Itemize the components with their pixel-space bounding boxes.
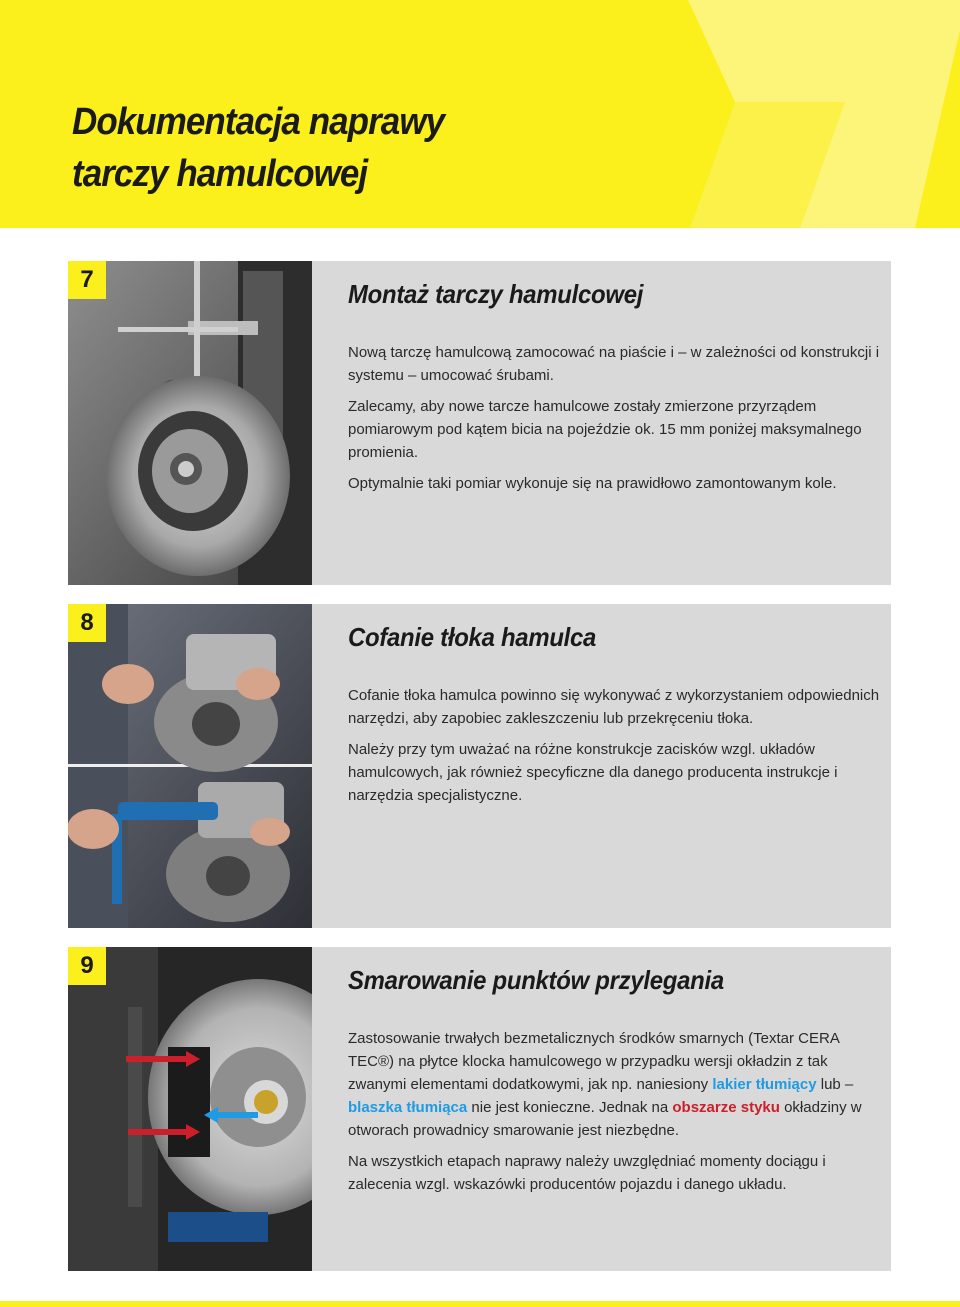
brake-disc-lubrication-points-photo: [68, 947, 312, 1271]
step-paragraph: Optymalnie taki pomiar wykonuje się na prawidłowo zamontowanym kole.: [348, 475, 837, 492]
step-body: [348, 341, 883, 503]
highlight-damping-plate: blaszka tłumiąca: [348, 1099, 468, 1116]
step-number: 8: [68, 604, 106, 642]
page-title-line1: Dokumentacja naprawy: [72, 101, 445, 143]
page-header: [0, 0, 960, 228]
step-title: Smarowanie punktów przylegania: [348, 965, 724, 995]
step-title: Cofanie tłoka hamulca: [348, 622, 597, 652]
text-segment: nie jest konieczne. Jednak na: [467, 1099, 673, 1116]
step-paragraph: Należy przy tym uważać na różne konstrukcje zacisków wzgl. układów hamulcowych, jak również specyficzne dla danego producenta instrukcje i narzędzia specjalistyczne.: [348, 741, 838, 804]
step-number: 9: [68, 947, 106, 985]
highlight-contact-area: obszarze styku: [672, 1099, 780, 1116]
highlight-damping-lacquer: lakier tłumiący: [712, 1076, 817, 1093]
step-paragraph: Cofanie tłoka hamulca powinno się wykonywać z wykorzystaniem odpowiednich narzędzi, aby zapobiec zakleszczeniu lub przekręceniu tłoka.: [348, 687, 880, 727]
text-segment: okładziny w otworach prowadnicy smarowanie jest niezbędne.: [348, 1099, 862, 1139]
step-8-panel: [68, 604, 891, 928]
step-paragraph: Nową tarczę hamulcową zamocować na piaście i – w zależności od konstrukcji i systemu – umocować śrubami.: [348, 344, 880, 384]
step-body: [348, 684, 883, 815]
text-segment: lub –: [816, 1076, 854, 1093]
step-paragraph: [348, 1027, 883, 1142]
step-paragraph: Zalecamy, aby nowe tarcze hamulcowe zostały zmierzone przyrządem pomiarowym pod kątem bicia na pojeździe ok. 15 mm poniżej maksymalnego promienia.: [348, 398, 862, 461]
step-paragraph: Na wszystkich etapach naprawy należy uwzględniać momenty dociągu i zalecenia wzgl. wskazówki producentów pojazdu i danego układu.: [348, 1153, 826, 1193]
step-number: 7: [68, 261, 106, 299]
page-title-line2: tarczy hamulcowej: [72, 153, 368, 195]
text-segment: Zastosowanie trwałych bezmetalicznych środków smarnych (Textar CERA TEC®) na płytce klocka hamulcowego w przypadku wersji okładzin z tak zwanymi elementami dodatkowymi, jak np. naniesiony: [348, 1030, 840, 1093]
caliper-piston-reset-photo: [68, 604, 312, 928]
step-7-panel: [68, 261, 891, 585]
wheel-hub-dial-indicator-photo: [68, 261, 312, 585]
footer-bar: [0, 1301, 960, 1307]
page-title: [72, 96, 444, 200]
step-title: Montaż tarczy hamulcowej: [348, 279, 644, 309]
step-body: [348, 1027, 883, 1204]
step-9-panel: [68, 947, 891, 1271]
